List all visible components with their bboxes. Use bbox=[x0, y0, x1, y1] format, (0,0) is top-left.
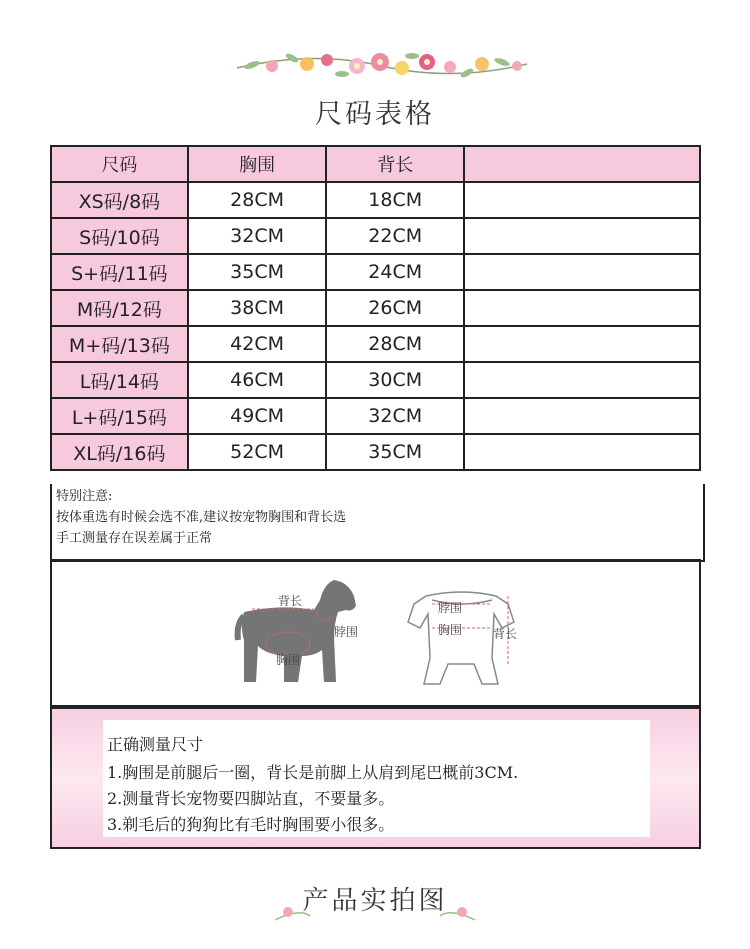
special-notes-box bbox=[50, 484, 705, 562]
table-row bbox=[51, 182, 700, 218]
shirt-chest-label: 胸围 bbox=[438, 623, 463, 637]
back-cell: 30CM bbox=[326, 362, 464, 398]
size-cell: M+码/13码 bbox=[51, 326, 188, 362]
guide-line: 2.测量背长宠物要四脚站直，不要量多。 bbox=[107, 789, 395, 808]
table-row bbox=[51, 290, 700, 326]
table-row bbox=[51, 326, 700, 362]
back-cell: 22CM bbox=[326, 218, 464, 254]
back-cell: 35CM bbox=[326, 434, 464, 470]
back-cell: 18CM bbox=[326, 182, 464, 218]
back-cell: 32CM bbox=[326, 398, 464, 434]
chest-cell: 42CM bbox=[188, 326, 327, 362]
chest-cell: 49CM bbox=[188, 398, 327, 434]
table-row bbox=[51, 434, 700, 470]
floral-banner-decoration bbox=[232, 40, 530, 90]
size-cell: S+码/11码 bbox=[51, 254, 188, 290]
measurement-illustration bbox=[50, 559, 701, 707]
chest-cell: 52CM bbox=[188, 434, 327, 470]
measurement-guide-text bbox=[103, 720, 650, 837]
dog-neck-label: 脖围 bbox=[334, 625, 359, 639]
empty-cell bbox=[464, 326, 700, 362]
size-cell: M码/12码 bbox=[51, 290, 188, 326]
dog-chest-label: 胸围 bbox=[276, 653, 301, 667]
guide-line: 3.剃毛后的狗狗比有毛时胸围要小很多。 bbox=[107, 815, 395, 834]
guide-line: 1.胸围是前腿后一圈，背长是前脚上从肩到尾巴概前3CM. bbox=[107, 763, 519, 782]
chest-cell: 38CM bbox=[188, 290, 327, 326]
size-cell: L+码/15码 bbox=[51, 398, 188, 434]
shirt-back-label: 背长 bbox=[493, 627, 518, 641]
empty-cell bbox=[464, 398, 700, 434]
table-row bbox=[51, 254, 700, 290]
empty-cell bbox=[464, 218, 700, 254]
notes-heading: 特别注意: bbox=[56, 489, 113, 504]
chest-cell: 28CM bbox=[188, 182, 327, 218]
empty-cell bbox=[464, 254, 700, 290]
empty-cell bbox=[464, 434, 700, 470]
header-size: 尺码 bbox=[51, 146, 188, 182]
size-cell: XL码/16码 bbox=[51, 434, 188, 470]
notes-line: 手工测量存在误差属于正常 bbox=[56, 531, 213, 546]
dog-back-label: 背长 bbox=[278, 594, 303, 608]
header-empty bbox=[464, 146, 700, 182]
chest-cell: 35CM bbox=[188, 254, 327, 290]
chest-cell: 32CM bbox=[188, 218, 327, 254]
empty-cell bbox=[464, 182, 700, 218]
back-cell: 24CM bbox=[326, 254, 464, 290]
table-header-row bbox=[51, 146, 700, 182]
table-row bbox=[51, 218, 700, 254]
table-row bbox=[51, 398, 700, 434]
guide-heading: 正确测量尺寸 bbox=[107, 735, 204, 754]
product-photos-title: 产品实拍图 bbox=[302, 886, 448, 916]
back-cell: 26CM bbox=[326, 290, 464, 326]
size-cell: S码/10码 bbox=[51, 218, 188, 254]
size-cell: L码/14码 bbox=[51, 362, 188, 398]
header-chest: 胸围 bbox=[188, 146, 327, 182]
empty-cell bbox=[464, 362, 700, 398]
size-cell: XS码/8码 bbox=[51, 182, 188, 218]
back-cell: 28CM bbox=[326, 326, 464, 362]
page-title: 尺码表格 bbox=[315, 99, 435, 130]
header-back-length: 背长 bbox=[326, 146, 464, 182]
shirt-neck-label: 脖围 bbox=[438, 601, 463, 615]
table-row bbox=[51, 362, 700, 398]
size-chart-table bbox=[50, 145, 701, 471]
measurement-guide-box bbox=[50, 707, 701, 849]
chest-cell: 46CM bbox=[188, 362, 327, 398]
empty-cell bbox=[464, 290, 700, 326]
notes-line: 按体重选有时候会选不准,建议按宠物胸围和背长选 bbox=[56, 510, 347, 525]
